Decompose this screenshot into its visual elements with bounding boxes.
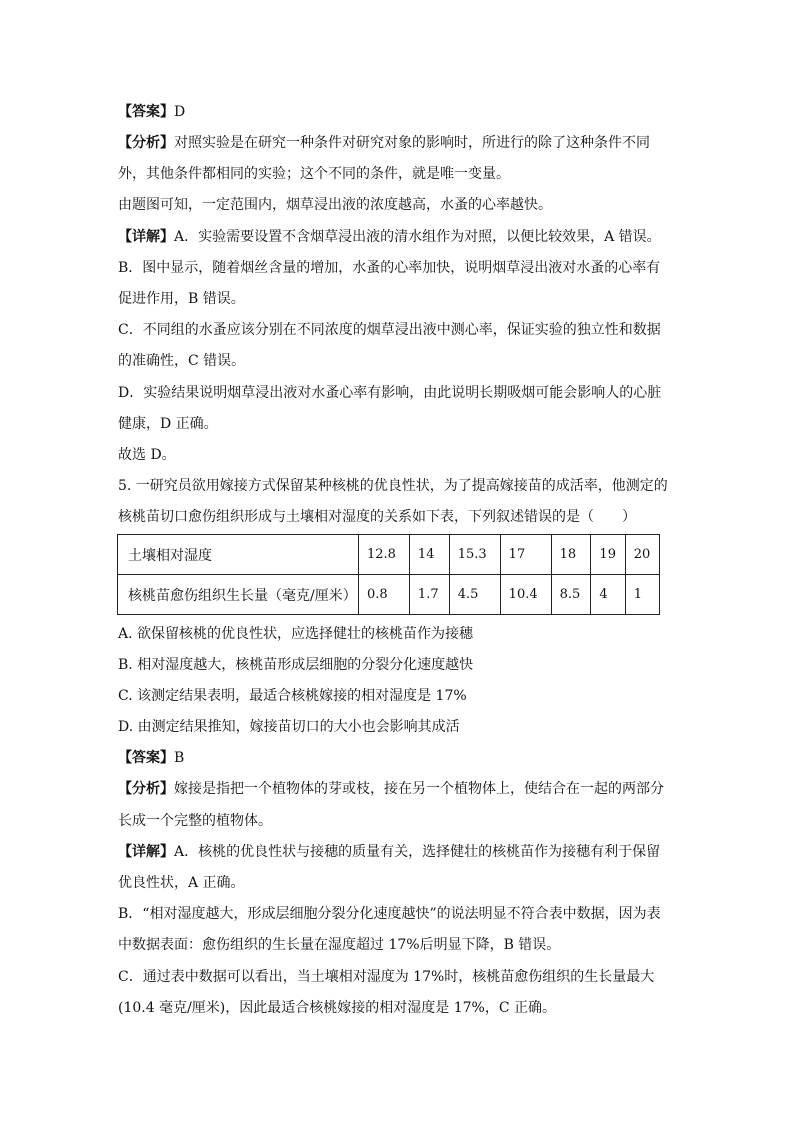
text-line: 的准确性，C 错误。 [118, 353, 246, 369]
option-d: D. 由测定结果推知，嫁接苗切口的大小也会影响其成活 [118, 719, 460, 735]
text-line: C．通过表中数据可以看出，当土壤相对湿度为 17%时，核桃苗愈伤组织的生长量最大 [118, 969, 655, 985]
table-cell: 12.8 [359, 535, 410, 575]
text-line: 长成一个完整的植物体。 [118, 813, 272, 829]
text-line: B．图中显示，随着烟丝含量的增加，水蚤的心率加快，说明烟草浸出液对水蚤的心率有 [118, 260, 661, 276]
text-line: C．不同组的水蚤应该分别在不同浓度的烟草浸出液中测心率，保证实验的独立性和数据 [118, 322, 661, 338]
table-cell: 1 [625, 575, 659, 615]
text-line: B．“相对湿度越大，形成层细胞分裂分化速度越快”的说法明显不符合表中数据，因为表 [118, 906, 661, 922]
text-line: D．实验结果说明烟草浸出液对水蚤心率有影响，由此说明长期吸烟可能会影响人的心脏 [118, 385, 662, 401]
table-cell: 14 [409, 535, 449, 575]
answer-label: 【答案】 [118, 750, 174, 766]
answer-text: B [174, 750, 185, 766]
table-cell: 0.8 [359, 575, 410, 615]
text-line: 中数据表面：愈伤组织的生长量在湿度超过 17%后明显下降，B 错误。 [118, 937, 561, 953]
detail-label: 【详解】 [118, 229, 174, 245]
answer-line [118, 102, 185, 122]
option-c: C. 该测定结果表明，最适合核桃嫁接的相对湿度是 17% [118, 688, 467, 704]
detail-text: A．核桃的优良性状与接穗的质量有关，选择健壮的核桃苗作为接穗有利于保留 [174, 844, 661, 860]
detail-line [118, 842, 660, 862]
row-header: 土壤相对湿度 [118, 535, 359, 575]
table-cell: 8.5 [551, 575, 591, 615]
text-line: (10.4 毫克/厘米)，因此最适合核桃嫁接的相对湿度是 17%，C 正确。 [118, 1000, 556, 1016]
detail-text: A．实验需要设置不含烟草浸出液的清水组作为对照，以便比较效果，A 错误。 [174, 229, 661, 245]
table-row [118, 535, 660, 575]
analysis-label: 【分析】 [118, 135, 174, 151]
text-line: 由题图可知，一定范围内，烟草浸出液的浓度越高，水蚤的心率越快。 [118, 197, 552, 213]
table-cell: 4 [591, 575, 625, 615]
text-line: 优良性状，A 正确。 [118, 875, 245, 891]
option-b: B. 相对湿度越大，核桃苗形成层细胞的分裂分化速度越快 [118, 657, 474, 673]
table-cell: 19 [591, 535, 625, 575]
row-header: 核桃苗愈伤组织生长量（毫克/厘米） [118, 575, 359, 615]
text-line: 健康，D 正确。 [118, 416, 218, 432]
analysis-text: 嫁接是指把一个植物体的芽或枝，接在另一个植物体上，使结合在一起的两部分 [174, 781, 664, 797]
question-line: 核桃苗切口愈伤组织形成与土壤相对湿度的关系如下表，下列叙述错误的是（ ） [118, 509, 636, 525]
text-line: 外，其他条件都相同的实验；这个不同的条件，就是唯一变量。 [118, 166, 510, 182]
table-cell: 1.7 [409, 575, 449, 615]
table-cell: 15.3 [449, 535, 500, 575]
table-cell: 10.4 [500, 575, 551, 615]
answer-text: D [174, 104, 186, 120]
table-cell: 4.5 [449, 575, 500, 615]
analysis-line [118, 779, 664, 799]
text-line: 促进作用，B 错误。 [118, 291, 245, 307]
table-cell: 18 [551, 535, 591, 575]
analysis-label: 【分析】 [118, 781, 174, 797]
table-cell: 17 [500, 535, 551, 575]
analysis-line [118, 133, 650, 153]
option-a: A. 欲保留核桃的优良性状，应选择健壮的核桃苗作为接穗 [118, 626, 474, 642]
answer-label: 【答案】 [118, 104, 174, 120]
analysis-text: 对照实验是在研究一种条件对研究对象的影响时，所进行的除了这种条件不同 [174, 135, 650, 151]
table-row [118, 575, 660, 615]
question-line: 5. 一研究员欲用嫁接方式保留某种核桃的优良性状，为了提高嫁接苗的成活率，他测定的 [118, 478, 668, 494]
humidity-table [117, 534, 660, 615]
table-cell: 20 [625, 535, 659, 575]
answer-line [118, 748, 184, 768]
detail-label: 【详解】 [118, 844, 174, 860]
text-line: 故选 D。 [118, 447, 176, 463]
detail-line [118, 227, 661, 247]
